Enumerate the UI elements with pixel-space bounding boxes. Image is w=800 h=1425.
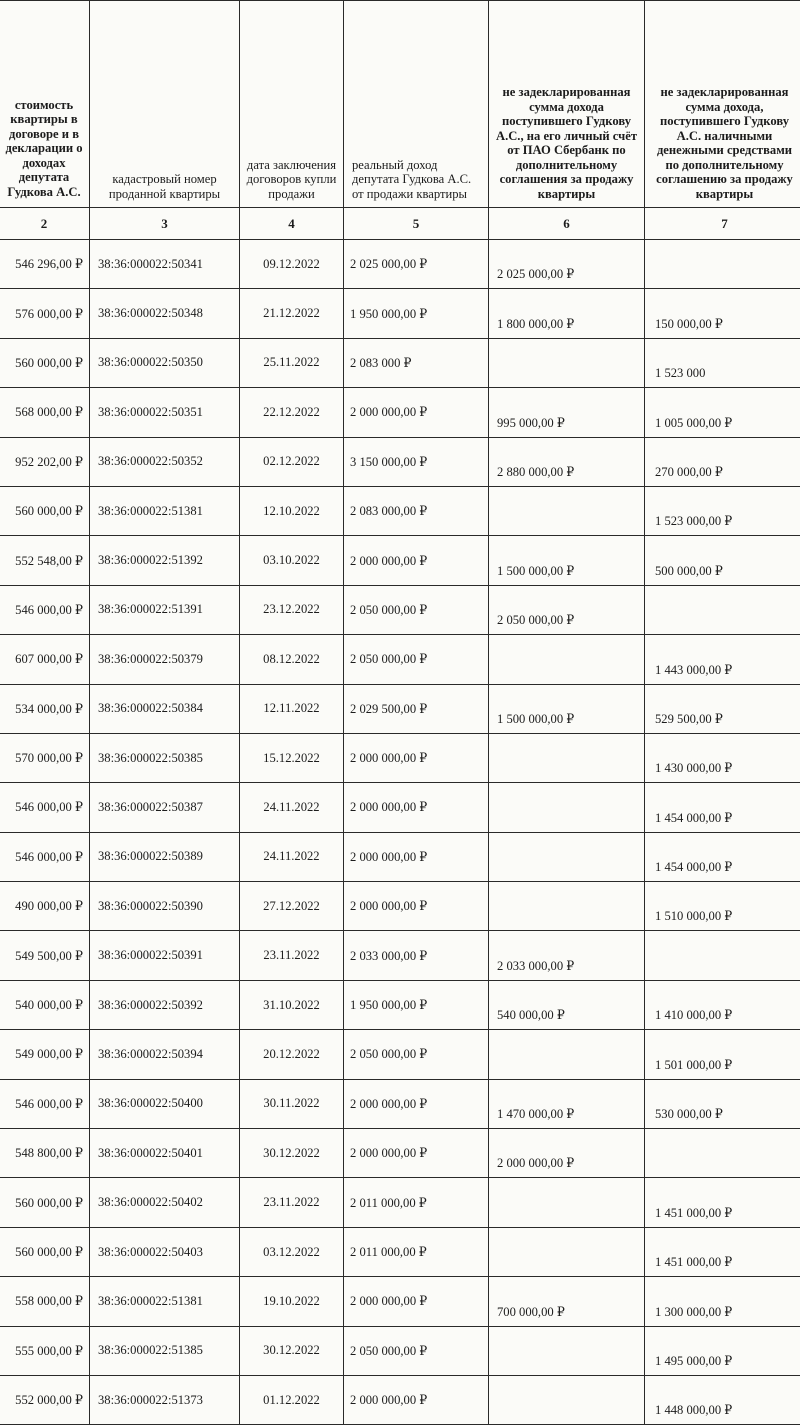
cell-price: 555 000,00 ₽ (0, 1326, 90, 1375)
cell-price: 558 000,00 ₽ (0, 1277, 90, 1326)
header-cadastral: кадастровый номер проданной квартиры (90, 1, 240, 208)
table-row (0, 783, 800, 832)
table-row (0, 1277, 800, 1326)
cell-price: 540 000,00 ₽ (0, 980, 90, 1029)
cell-cash-income: 500 000,00 ₽ (645, 536, 800, 585)
cell-bank-income: 1 800 000,00 ₽ (489, 289, 645, 338)
cell-bank-income (489, 783, 645, 832)
table-body (0, 240, 800, 1425)
table-row (0, 486, 800, 535)
cell-cadastral-number: 38:36:000022:50348 (90, 289, 240, 338)
cell-cash-income: 1 523 000,00 ₽ (645, 486, 800, 535)
cell-cash-income: 1 448 000,00 ₽ (645, 1375, 800, 1424)
table-row (0, 388, 800, 437)
cell-real-income: 2 033 000,00 ₽ (344, 931, 489, 980)
header-real-income: реальный доход депутата Гудкова А.С. от продажи квартиры (344, 1, 489, 208)
cell-real-income: 2 000 000,00 ₽ (344, 1375, 489, 1424)
cell-real-income: 2 000 000,00 ₽ (344, 882, 489, 931)
cell-cadastral-number: 38:36:000022:50352 (90, 437, 240, 486)
header-cash-income: не задекларированная сумма дохода, поступившего Гудкову А.С. наличными денежными средствами по дополнительному соглашению за продажу квартиры (645, 1, 800, 208)
cell-bank-income (489, 882, 645, 931)
cell-contract-date: 02.12.2022 (240, 437, 344, 486)
cell-cash-income (645, 585, 800, 634)
cell-contract-date: 20.12.2022 (240, 1030, 344, 1079)
cell-cadastral-number: 38:36:000022:50391 (90, 931, 240, 980)
cell-bank-income: 1 500 000,00 ₽ (489, 684, 645, 733)
cell-contract-date: 09.12.2022 (240, 240, 344, 289)
cell-cadastral-number: 38:36:000022:51391 (90, 585, 240, 634)
cell-bank-income: 1 470 000,00 ₽ (489, 1079, 645, 1128)
cell-cash-income: 270 000,00 ₽ (645, 437, 800, 486)
cell-contract-date: 31.10.2022 (240, 980, 344, 1029)
cell-cash-income: 1 523 000 (645, 338, 800, 387)
cell-real-income: 2 000 000,00 ₽ (344, 388, 489, 437)
cell-contract-date: 21.12.2022 (240, 289, 344, 338)
column-number: 5 (344, 208, 489, 240)
cell-cash-income: 1 451 000,00 ₽ (645, 1178, 800, 1227)
cell-price: 546 000,00 ₽ (0, 585, 90, 634)
cell-cadastral-number: 38:36:000022:50387 (90, 783, 240, 832)
cell-price: 552 000,00 ₽ (0, 1375, 90, 1424)
cell-contract-date: 22.12.2022 (240, 388, 344, 437)
cell-bank-income: 2 033 000,00 ₽ (489, 931, 645, 980)
table-row (0, 1129, 800, 1178)
cell-contract-date: 03.10.2022 (240, 536, 344, 585)
cell-cash-income: 1 495 000,00 ₽ (645, 1326, 800, 1375)
table-row (0, 1178, 800, 1227)
column-number: 2 (0, 208, 90, 240)
cell-real-income: 2 000 000,00 ₽ (344, 783, 489, 832)
cell-contract-date: 30.12.2022 (240, 1326, 344, 1375)
cell-bank-income (489, 1227, 645, 1276)
cell-contract-date: 15.12.2022 (240, 733, 344, 782)
cell-cadastral-number: 38:36:000022:50390 (90, 882, 240, 931)
cell-contract-date: 23.11.2022 (240, 931, 344, 980)
cell-contract-date: 27.12.2022 (240, 882, 344, 931)
column-number: 6 (489, 208, 645, 240)
cell-cash-income: 150 000,00 ₽ (645, 289, 800, 338)
cell-contract-date: 23.11.2022 (240, 1178, 344, 1227)
cell-cash-income: 1 005 000,00 ₽ (645, 388, 800, 437)
table-row (0, 585, 800, 634)
cell-cadastral-number: 38:36:000022:50392 (90, 980, 240, 1029)
cell-cash-income: 1 454 000,00 ₽ (645, 832, 800, 881)
column-number: 3 (90, 208, 240, 240)
cell-price: 568 000,00 ₽ (0, 388, 90, 437)
cell-cadastral-number: 38:36:000022:50400 (90, 1079, 240, 1128)
cell-price: 546 000,00 ₽ (0, 832, 90, 881)
cell-cadastral-number: 38:36:000022:51385 (90, 1326, 240, 1375)
cell-contract-date: 03.12.2022 (240, 1227, 344, 1276)
table-row (0, 536, 800, 585)
cell-price: 549 500,00 ₽ (0, 931, 90, 980)
cell-contract-date: 24.11.2022 (240, 783, 344, 832)
table-row (0, 832, 800, 881)
table-row (0, 980, 800, 1029)
cell-cadastral-number: 38:36:000022:50350 (90, 338, 240, 387)
cell-bank-income: 1 500 000,00 ₽ (489, 536, 645, 585)
header-date: дата заключения договоров купли продажи (240, 1, 344, 208)
cell-cash-income: 1 501 000,00 ₽ (645, 1030, 800, 1079)
table-row (0, 684, 800, 733)
cell-real-income: 2 029 500,00 ₽ (344, 684, 489, 733)
cell-contract-date: 30.12.2022 (240, 1129, 344, 1178)
cell-cash-income (645, 931, 800, 980)
cell-real-income: 1 950 000,00 ₽ (344, 980, 489, 1029)
table-row (0, 882, 800, 931)
column-number-row (0, 208, 800, 240)
cell-cash-income: 1 430 000,00 ₽ (645, 733, 800, 782)
cell-cadastral-number: 38:36:000022:50351 (90, 388, 240, 437)
cell-price: 570 000,00 ₽ (0, 733, 90, 782)
cell-real-income: 2 011 000,00 ₽ (344, 1178, 489, 1227)
cell-contract-date: 12.10.2022 (240, 486, 344, 535)
cell-bank-income (489, 1326, 645, 1375)
cell-real-income: 2 000 000,00 ₽ (344, 733, 489, 782)
cell-cadastral-number: 38:36:000022:51392 (90, 536, 240, 585)
table-row (0, 931, 800, 980)
cell-price: 560 000,00 ₽ (0, 338, 90, 387)
table-row (0, 1326, 800, 1375)
cell-cadastral-number: 38:36:000022:51381 (90, 486, 240, 535)
table-row (0, 1079, 800, 1128)
cell-real-income: 3 150 000,00 ₽ (344, 437, 489, 486)
cell-cash-income (645, 240, 800, 289)
cell-cash-income (645, 1129, 800, 1178)
cell-cash-income: 1 454 000,00 ₽ (645, 783, 800, 832)
table-row (0, 437, 800, 486)
cell-real-income: 2 025 000,00 ₽ (344, 240, 489, 289)
cell-real-income: 2 011 000,00 ₽ (344, 1227, 489, 1276)
cell-price: 560 000,00 ₽ (0, 1227, 90, 1276)
cell-real-income: 2 000 000,00 ₽ (344, 1129, 489, 1178)
cell-contract-date: 12.11.2022 (240, 684, 344, 733)
cell-real-income: 2 000 000,00 ₽ (344, 1079, 489, 1128)
cell-price: 560 000,00 ₽ (0, 1178, 90, 1227)
cell-price: 548 800,00 ₽ (0, 1129, 90, 1178)
cell-bank-income (489, 1030, 645, 1079)
cell-real-income: 2 000 000,00 ₽ (344, 536, 489, 585)
header-bank-income: не задекларированная сумма дохода поступившего Гудкову А.С., на его личный счёт от ПАО Сбербанк по дополнительному соглашения за продажу квартиры (489, 1, 645, 208)
cell-bank-income: 2 050 000,00 ₽ (489, 585, 645, 634)
cell-cash-income: 1 443 000,00 ₽ (645, 635, 800, 684)
cell-cash-income: 1 300 000,00 ₽ (645, 1277, 800, 1326)
cell-contract-date: 24.11.2022 (240, 832, 344, 881)
cell-real-income: 2 000 000,00 ₽ (344, 1277, 489, 1326)
cell-cash-income: 530 000,00 ₽ (645, 1079, 800, 1128)
cell-bank-income (489, 832, 645, 881)
column-number: 7 (645, 208, 800, 240)
cell-bank-income (489, 733, 645, 782)
cell-cadastral-number: 38:36:000022:50379 (90, 635, 240, 684)
header-price: стоимость квартиры в договоре и в декларации о доходах депутата Гудкова А.С. (0, 1, 90, 208)
cell-bank-income (489, 338, 645, 387)
cell-bank-income: 540 000,00 ₽ (489, 980, 645, 1029)
cell-bank-income (489, 635, 645, 684)
cell-price: 952 202,00 ₽ (0, 437, 90, 486)
cell-cadastral-number: 38:36:000022:50394 (90, 1030, 240, 1079)
cell-cadastral-number: 38:36:000022:50384 (90, 684, 240, 733)
cell-cash-income: 1 451 000,00 ₽ (645, 1227, 800, 1276)
cell-contract-date: 30.11.2022 (240, 1079, 344, 1128)
cell-cadastral-number: 38:36:000022:51373 (90, 1375, 240, 1424)
cell-bank-income: 700 000,00 ₽ (489, 1277, 645, 1326)
cell-cadastral-number: 38:36:000022:50389 (90, 832, 240, 881)
cell-real-income: 2 050 000,00 ₽ (344, 1030, 489, 1079)
cell-real-income: 2 050 000,00 ₽ (344, 1326, 489, 1375)
cell-contract-date: 19.10.2022 (240, 1277, 344, 1326)
cell-real-income: 2 083 000,00 ₽ (344, 486, 489, 535)
cell-price: 549 000,00 ₽ (0, 1030, 90, 1079)
cell-cadastral-number: 38:36:000022:50341 (90, 240, 240, 289)
column-number: 4 (240, 208, 344, 240)
cell-price: 546 000,00 ₽ (0, 1079, 90, 1128)
cell-price: 490 000,00 ₽ (0, 882, 90, 931)
cell-real-income: 2 050 000,00 ₽ (344, 585, 489, 634)
cell-cadastral-number: 38:36:000022:50403 (90, 1227, 240, 1276)
cell-cadastral-number: 38:36:000022:51381 (90, 1277, 240, 1326)
cell-contract-date: 23.12.2022 (240, 585, 344, 634)
cell-bank-income (489, 486, 645, 535)
cell-price: 552 548,00 ₽ (0, 536, 90, 585)
cell-cash-income: 1 410 000,00 ₽ (645, 980, 800, 1029)
cell-bank-income (489, 1375, 645, 1424)
cell-bank-income: 2 000 000,00 ₽ (489, 1129, 645, 1178)
table-row (0, 338, 800, 387)
cell-price: 560 000,00 ₽ (0, 486, 90, 535)
cell-bank-income: 995 000,00 ₽ (489, 388, 645, 437)
cell-price: 534 000,00 ₽ (0, 684, 90, 733)
table-row (0, 1030, 800, 1079)
cell-bank-income: 2 880 000,00 ₽ (489, 437, 645, 486)
cell-price: 546 296,00 ₽ (0, 240, 90, 289)
table-row (0, 289, 800, 338)
table-row (0, 240, 800, 289)
table-row (0, 1227, 800, 1276)
cell-cadastral-number: 38:36:000022:50385 (90, 733, 240, 782)
cell-contract-date: 25.11.2022 (240, 338, 344, 387)
table-row (0, 635, 800, 684)
cell-real-income: 2 050 000,00 ₽ (344, 635, 489, 684)
cell-cash-income: 529 500,00 ₽ (645, 684, 800, 733)
cell-price: 576 000,00 ₽ (0, 289, 90, 338)
header-row (0, 1, 800, 208)
cell-cash-income: 1 510 000,00 ₽ (645, 882, 800, 931)
cell-cadastral-number: 38:36:000022:50402 (90, 1178, 240, 1227)
cell-real-income: 2 000 000,00 ₽ (344, 832, 489, 881)
cell-cadastral-number: 38:36:000022:50401 (90, 1129, 240, 1178)
cell-contract-date: 01.12.2022 (240, 1375, 344, 1424)
cell-bank-income: 2 025 000,00 ₽ (489, 240, 645, 289)
table-row (0, 733, 800, 782)
cell-real-income: 1 950 000,00 ₽ (344, 289, 489, 338)
table-row (0, 1375, 800, 1424)
cell-real-income: 2 083 000 ₽ (344, 338, 489, 387)
cell-price: 546 000,00 ₽ (0, 783, 90, 832)
cell-bank-income (489, 1178, 645, 1227)
cell-contract-date: 08.12.2022 (240, 635, 344, 684)
cell-price: 607 000,00 ₽ (0, 635, 90, 684)
